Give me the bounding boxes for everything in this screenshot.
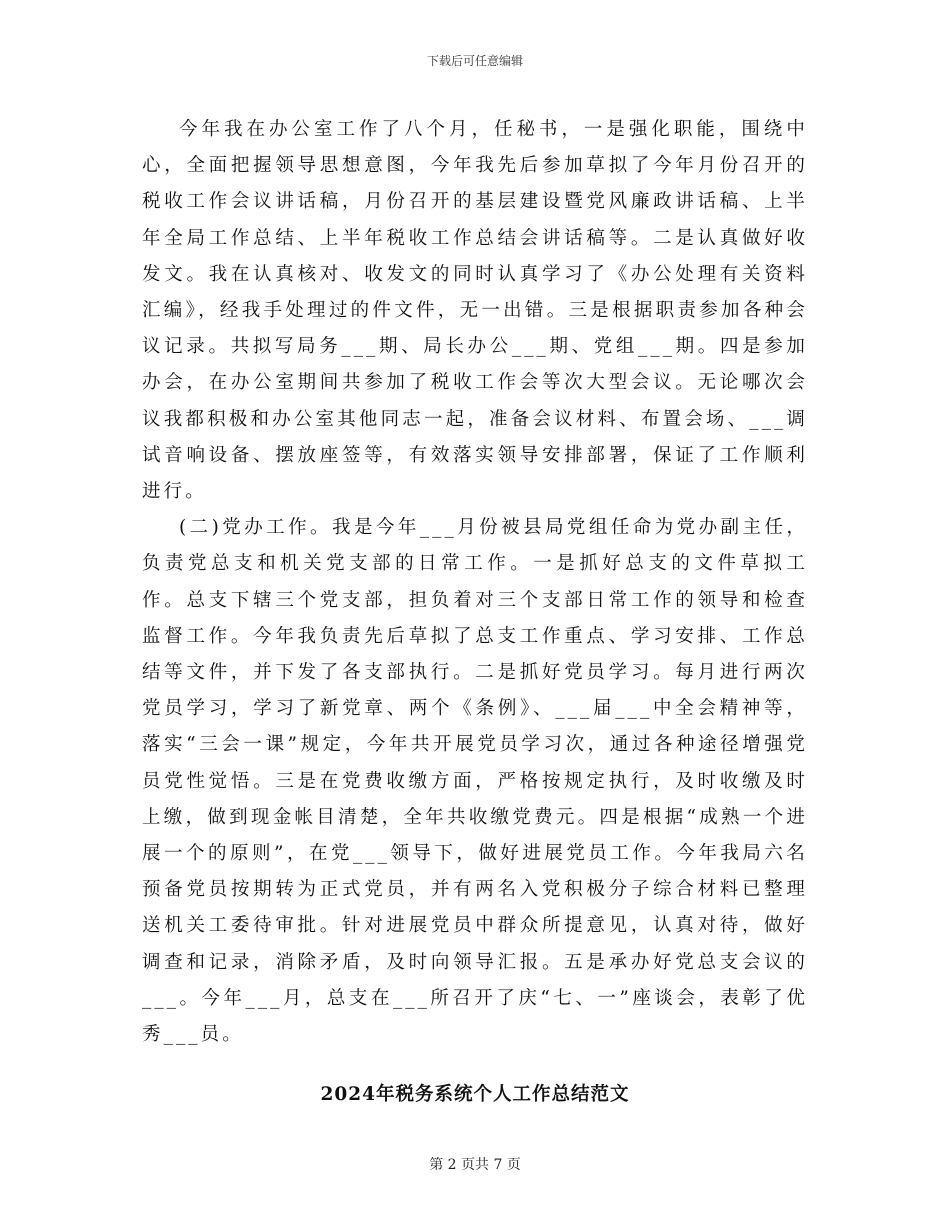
page-footer: 第 2 页共 7 页 xyxy=(429,1157,521,1173)
section-title: 2024年税务系统个人工作总结范文 xyxy=(320,1084,630,1105)
paragraph-party-office-work: (二)党办工作。我是今年___月份被县局党组任命为党办副主任，负责党总支和机关党支部的日常工作。一是抓好总支的文件草拟工作。总支下辖三个党支部，担负着对三个支部日常工作的领导和检查监督工作。今年我负责先后草拟了总支工作重点、学习安排、工作总结等文件，并下发了各支部执行。二是抓好党员学习。每月进行两次党员学习，学习了新党章、两个《条例》、___届___中全会精神等，落实“三会一课”规定，今年共开展党员学习次，通过各种途径增强党员党性觉悟。三是在党费收缴方面，严格按规定执行，及时收缴及时上缴，做到现金帐目清楚，全年共收缴党费元。四是根据“成熟一个进展一个的原则”，在党___领导下，做好进展党员工作。今年我局六名预备党员按期转为正式党员，并有两名入党积极分子综合材料已整理送机关工委待审批。针对进展党员中群众所提意见，认真对待，做好调查和记录，消除矛盾，及时向领导汇报。五是承办好党总支会议的___。今年___月，总支在___所召开了庆“七、一”座谈会，表彰了优秀___员。 xyxy=(142,517,808,1046)
paragraph-office-work: 今年我在办公室工作了八个月，任秘书，一是强化职能，围绕中心，全面把握领导思想意图，今年我先后参加草拟了今年月份召开的税收工作会议讲话稿，月份召开的基层建设暨党风廉政讲话稿、上半年全局工作总结、上半年税收工作总结会讲话稿等。二是认真做好收发文。我在认真核对、收发文的同时认真学习了《办公处理有关资料汇编》，经我手处理过的件文件，无一出错。三是根据职责参加各种会议记录。共拟写局务___期、局长办公___期、党组___期。四是参加办会，在办公室期间共参加了税收工作会等次大型会议。无论哪次会议我都积极和办公室其他同志一起，准备会议材料、布置会场、___调试音响设备、摆放座签等，有效落实领导安排部署，保证了工作顺利进行。 xyxy=(142,119,808,503)
document-body xyxy=(142,112,808,1053)
page-header-note: 下载后可任意编辑 xyxy=(426,54,523,68)
